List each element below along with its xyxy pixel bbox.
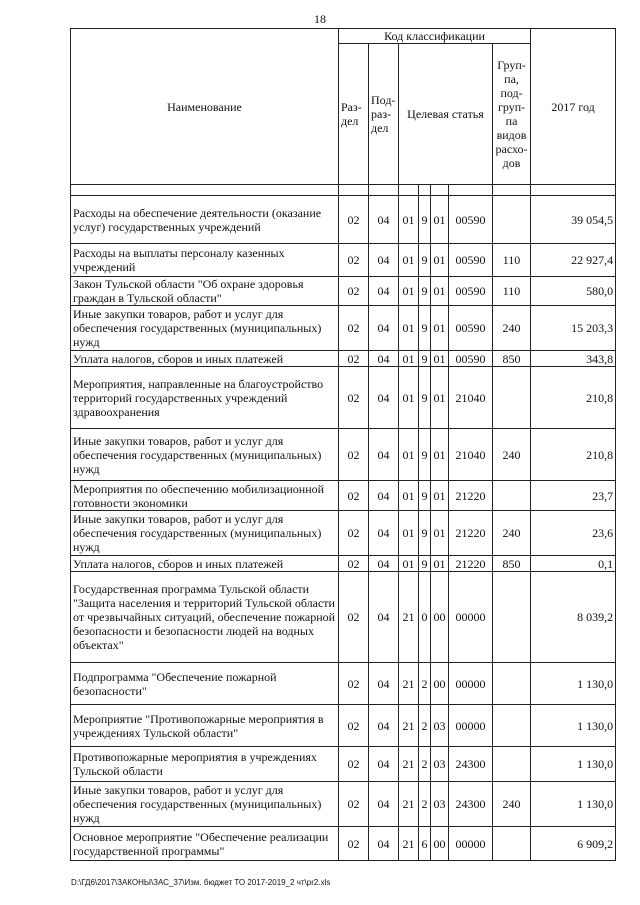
row-target-direction: 24300 (449, 782, 493, 827)
row-target-subprogram: 9 (419, 556, 431, 572)
row-target-direction: 24300 (449, 747, 493, 782)
row-subsection: 04 (369, 663, 399, 705)
row-target-direction: 00000 (449, 663, 493, 705)
row-amount: 23,6 (531, 511, 616, 556)
row-expense-group: 110 (493, 244, 531, 277)
row-target-program: 21 (399, 747, 419, 782)
table-row (71, 572, 616, 663)
header-subsection: Под-раз-дел (369, 44, 399, 185)
header-target: Целевая статья (399, 44, 493, 185)
row-target-event: 01 (431, 511, 449, 556)
row-section: 02 (339, 481, 369, 511)
row-section: 02 (339, 705, 369, 747)
row-target-event: 01 (431, 367, 449, 429)
row-expense-group: 850 (493, 351, 531, 367)
row-amount: 1 130,0 (531, 705, 616, 747)
row-subsection: 04 (369, 351, 399, 367)
row-section: 02 (339, 572, 369, 663)
row-expense-group: 240 (493, 429, 531, 481)
row-name: Мероприятия по обеспечению мобилизационной готовности экономики (71, 481, 339, 511)
row-target-program: 21 (399, 782, 419, 827)
row-section: 02 (339, 351, 369, 367)
row-target-subprogram: 2 (419, 782, 431, 827)
page-number: 18 (314, 12, 326, 26)
row-name: Подпрограмма "Обеспечение пожарной безопасности" (71, 663, 339, 705)
row-target-event: 01 (431, 351, 449, 367)
row-target-subprogram: 9 (419, 244, 431, 277)
row-expense-group (493, 481, 531, 511)
table-row (71, 827, 616, 861)
row-expense-group: 240 (493, 306, 531, 351)
row-target-program: 21 (399, 663, 419, 705)
row-name: Мероприятия, направленные на благоустройство территорий государственных учреждений здравоохранения (71, 367, 339, 429)
table-row (71, 747, 616, 782)
row-section: 02 (339, 782, 369, 827)
row-expense-group: 240 (493, 511, 531, 556)
row-section: 02 (339, 277, 369, 306)
row-target-program: 01 (399, 306, 419, 351)
header-group: Груп-па, под-груп-па видов расхо-дов (493, 44, 531, 185)
row-target-program: 21 (399, 705, 419, 747)
row-subsection: 04 (369, 196, 399, 244)
row-name: Государственная программа Тульской области "Защита населения и территорий Тульской области от чрезвычайных ситуаций, обеспечение пожарной безопасности и безопасности людей на водных объектах" (71, 572, 339, 663)
row-subsection: 04 (369, 747, 399, 782)
row-target-program: 01 (399, 556, 419, 572)
table-row (71, 277, 616, 306)
row-target-program: 01 (399, 481, 419, 511)
table-row (71, 367, 616, 429)
row-target-event: 00 (431, 572, 449, 663)
table-row (71, 556, 616, 572)
row-target-subprogram: 2 (419, 663, 431, 705)
row-amount: 15 203,3 (531, 306, 616, 351)
row-section: 02 (339, 306, 369, 351)
row-amount: 580,0 (531, 277, 616, 306)
row-amount: 343,8 (531, 351, 616, 367)
row-target-subprogram: 2 (419, 747, 431, 782)
row-expense-group (493, 663, 531, 705)
file-path-footer: D:\ГД6\2017\ЗАКОНЫ\ЗАС_37\Изм. бюджет ТО 2017-2019_2 чт\pr2.xls (71, 878, 331, 887)
row-subsection: 04 (369, 429, 399, 481)
row-target-program: 01 (399, 277, 419, 306)
row-subsection: 04 (369, 827, 399, 861)
row-amount: 1 130,0 (531, 782, 616, 827)
row-target-event: 01 (431, 481, 449, 511)
row-name: Иные закупки товаров, работ и услуг для обеспечения государственных (муниципальных) нужд (71, 429, 339, 481)
row-target-direction: 21220 (449, 481, 493, 511)
table-row (71, 782, 616, 827)
row-section: 02 (339, 196, 369, 244)
row-target-subprogram: 9 (419, 277, 431, 306)
row-expense-group (493, 827, 531, 861)
row-target-subprogram: 9 (419, 481, 431, 511)
table-row (71, 429, 616, 481)
row-target-event: 03 (431, 782, 449, 827)
row-target-direction: 00590 (449, 196, 493, 244)
table-row (71, 663, 616, 705)
row-subsection: 04 (369, 782, 399, 827)
row-subsection: 04 (369, 277, 399, 306)
row-subsection: 04 (369, 367, 399, 429)
row-section: 02 (339, 244, 369, 277)
row-section: 02 (339, 663, 369, 705)
row-expense-group (493, 196, 531, 244)
row-amount: 1 130,0 (531, 747, 616, 782)
row-target-program: 01 (399, 429, 419, 481)
row-target-program: 01 (399, 351, 419, 367)
row-target-event: 01 (431, 306, 449, 351)
row-subsection: 04 (369, 556, 399, 572)
row-target-event: 03 (431, 747, 449, 782)
row-expense-group (493, 367, 531, 429)
row-expense-group: 110 (493, 277, 531, 306)
row-target-event: 03 (431, 705, 449, 747)
row-section: 02 (339, 511, 369, 556)
table-row (71, 196, 616, 244)
row-subsection: 04 (369, 306, 399, 351)
row-amount: 39 054,5 (531, 196, 616, 244)
row-target-direction: 21040 (449, 429, 493, 481)
row-subsection: 04 (369, 705, 399, 747)
row-target-program: 21 (399, 572, 419, 663)
row-target-event: 01 (431, 277, 449, 306)
row-expense-group (493, 747, 531, 782)
row-target-subprogram: 9 (419, 306, 431, 351)
row-target-direction: 00000 (449, 572, 493, 663)
table-row (71, 351, 616, 367)
row-target-program: 21 (399, 827, 419, 861)
table-row (71, 244, 616, 277)
row-section: 02 (339, 556, 369, 572)
row-target-subprogram: 9 (419, 351, 431, 367)
row-amount: 0,1 (531, 556, 616, 572)
row-target-subprogram: 9 (419, 196, 431, 244)
row-amount: 22 927,4 (531, 244, 616, 277)
table-row (71, 511, 616, 556)
row-name: Уплата налогов, сборов и иных платежей (71, 351, 339, 367)
row-name: Иные закупки товаров, работ и услуг для обеспечения государственных (муниципальных) нужд (71, 306, 339, 351)
row-target-program: 01 (399, 244, 419, 277)
header-code: Код классификации (339, 29, 531, 44)
row-target-subprogram: 6 (419, 827, 431, 861)
header-name: Наименование (71, 29, 339, 185)
row-subsection: 04 (369, 572, 399, 663)
table-row (71, 481, 616, 511)
row-target-subprogram: 9 (419, 367, 431, 429)
row-amount: 1 130,0 (531, 663, 616, 705)
row-expense-group: 850 (493, 556, 531, 572)
row-target-program: 01 (399, 367, 419, 429)
row-target-subprogram: 2 (419, 705, 431, 747)
row-target-subprogram: 9 (419, 511, 431, 556)
row-target-direction: 00590 (449, 306, 493, 351)
row-amount: 8 039,2 (531, 572, 616, 663)
row-target-direction: 00590 (449, 277, 493, 306)
row-target-direction: 21040 (449, 367, 493, 429)
row-name: Иные закупки товаров, работ и услуг для обеспечения государственных (муниципальных) нужд (71, 782, 339, 827)
row-name: Расходы на выплаты персоналу казенных учреждений (71, 244, 339, 277)
row-amount: 6 909,2 (531, 827, 616, 861)
table-row (71, 705, 616, 747)
row-subsection: 04 (369, 481, 399, 511)
row-target-event: 00 (431, 663, 449, 705)
row-target-direction: 21220 (449, 511, 493, 556)
row-name: Основное мероприятие "Обеспечение реализации государственной программы" (71, 827, 339, 861)
table-body (71, 196, 616, 861)
row-target-direction: 00590 (449, 351, 493, 367)
row-amount: 210,8 (531, 429, 616, 481)
row-target-direction: 00000 (449, 827, 493, 861)
header-section: Раз-дел (339, 44, 369, 185)
row-target-program: 01 (399, 196, 419, 244)
row-name: Иные закупки товаров, работ и услуг для обеспечения государственных (муниципальных) нужд (71, 511, 339, 556)
row-name: Уплата налогов, сборов и иных платежей (71, 556, 339, 572)
row-target-event: 01 (431, 196, 449, 244)
row-target-subprogram: 9 (419, 429, 431, 481)
row-section: 02 (339, 429, 369, 481)
row-name: Закон Тульской области "Об охране здоровья граждан в Тульской области" (71, 277, 339, 306)
row-expense-group: 240 (493, 782, 531, 827)
row-target-event: 01 (431, 244, 449, 277)
row-name: Мероприятие "Противопожарные мероприятия в учреждениях Тульской области" (71, 705, 339, 747)
budget-table (70, 28, 616, 861)
row-target-direction: 00000 (449, 705, 493, 747)
row-amount: 210,8 (531, 367, 616, 429)
row-subsection: 04 (369, 511, 399, 556)
row-section: 02 (339, 827, 369, 861)
row-expense-group (493, 705, 531, 747)
row-target-event: 01 (431, 429, 449, 481)
row-name: Расходы на обеспечение деятельности (оказание услуг) государственных учреждений (71, 196, 339, 244)
row-target-program: 01 (399, 511, 419, 556)
row-section: 02 (339, 747, 369, 782)
row-expense-group (493, 572, 531, 663)
row-target-subprogram: 0 (419, 572, 431, 663)
header-spacer-row (71, 185, 616, 196)
table-row (71, 306, 616, 351)
row-subsection: 04 (369, 244, 399, 277)
row-target-direction: 21220 (449, 556, 493, 572)
row-section: 02 (339, 367, 369, 429)
row-target-event: 01 (431, 556, 449, 572)
row-amount: 23,7 (531, 481, 616, 511)
row-name: Противопожарные мероприятия в учреждениях Тульской области (71, 747, 339, 782)
row-target-direction: 00590 (449, 244, 493, 277)
row-target-event: 00 (431, 827, 449, 861)
header-year: 2017 год (531, 29, 616, 185)
